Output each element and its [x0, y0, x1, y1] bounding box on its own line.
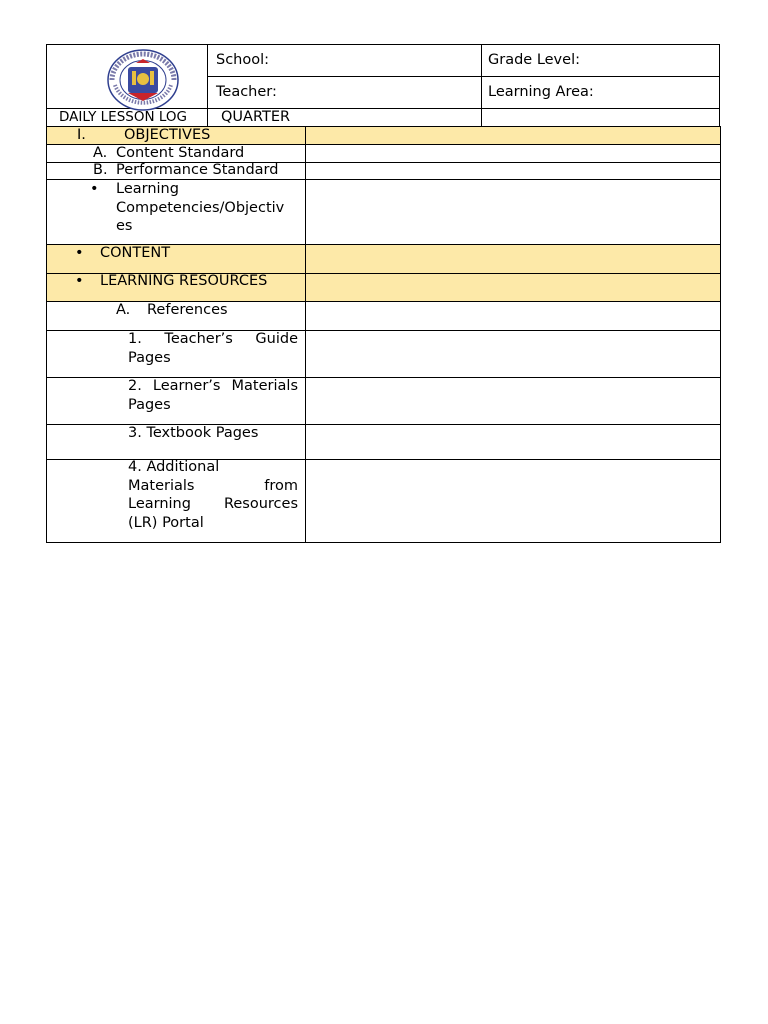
content-bullet: • — [75, 245, 84, 261]
objectives-numeral: I. — [77, 127, 86, 143]
learning-resources-heading: LEARNING RESOURCES — [100, 273, 268, 289]
textbook-pages-label: 3. Textbook Pages — [128, 425, 259, 441]
objectives-heading: OBJECTIVES — [124, 127, 211, 143]
performance-standard-marker: B. — [93, 162, 108, 178]
quarter-label: QUARTER — [221, 109, 291, 125]
learners-materials-pages-label: 2. Learner’s Materials Pages — [128, 378, 298, 413]
learning-area-label: Learning Area: — [488, 84, 594, 100]
competencies-bullet: • — [90, 181, 99, 197]
content-heading: CONTENT — [100, 245, 171, 261]
daily-lesson-log-label: DAILY LESSON LOG — [59, 109, 187, 125]
grade-level-label: Grade Level: — [488, 52, 580, 68]
additional-materials-label: 4. Additional Materials from Learning Resources (LR) Portal — [128, 459, 298, 531]
content-standard-marker: A. — [93, 145, 108, 161]
school-label: School: — [216, 52, 270, 68]
content-standard-label: Content Standard — [116, 145, 245, 161]
references-label: References — [147, 302, 228, 318]
competencies-label: Learning Competencies/Objectiv es — [116, 181, 285, 234]
performance-standard-label: Performance Standard — [116, 162, 279, 178]
learning-resources-bullet: • — [75, 273, 84, 289]
teacher-label: Teacher: — [216, 84, 277, 100]
references-marker: A. — [116, 302, 131, 318]
deped-seal-logo — [106, 49, 180, 111]
teachers-guide-pages-label: 1. Teacher’s Guide Pages — [128, 331, 298, 366]
